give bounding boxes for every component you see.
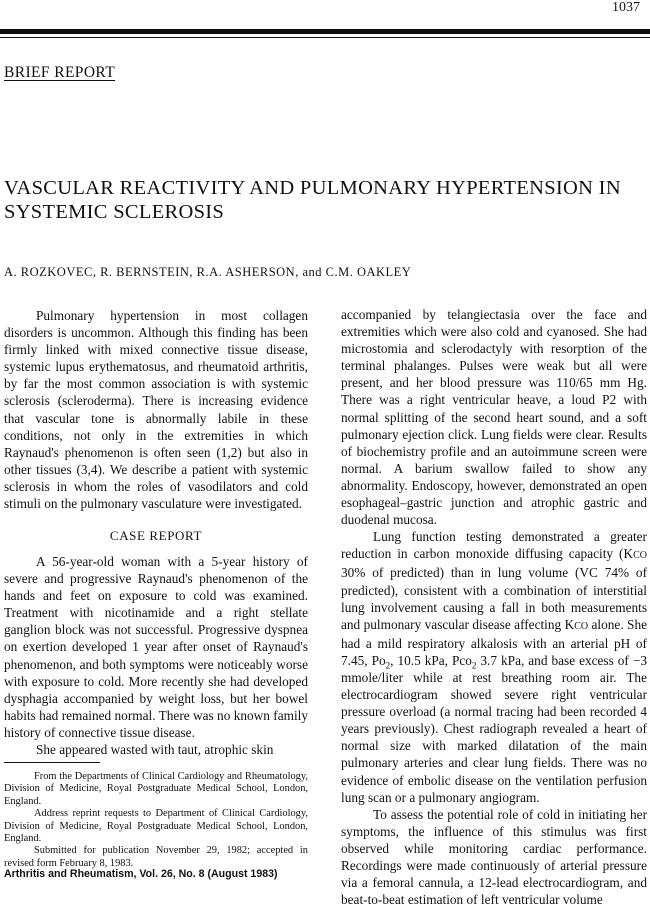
p2-text-a: Lung function testing demonstrated a greater reduction in carbon monoxide diffusing capacity (K xyxy=(341,529,647,562)
right-column xyxy=(341,306,647,908)
right-paragraph-2 xyxy=(341,528,647,806)
case-report-heading: CASE REPORT xyxy=(109,528,203,543)
header-rule-thin xyxy=(0,37,650,38)
p2-text-e: 3.7 kPa, and base excess of −3 mmole/liter while at rest breathing room air. The electrocardiogram showed severe right ventricular pressure overload (a normal tracing had been recorded 4 years previously). Chest radiograph revealed a heart of normal size with marked dilatation of the main pulmonary arteries and clear lung fields. There was no evidence of embolic disease on the ventilation perfusion lung scan or a pulmonary angiogram. xyxy=(341,652,647,805)
intro-paragraph: Pulmonary hypertension in most collagen disorders is uncommon. Although this finding has been firmly linked with mixed connective tissue disease, systemic lupus erythematosus, and rheumatoid arthritis, by far the most common association is with systemic sclerosis (scleroderma). There is increasing evidence that vascular tone is abnormally labile in these conditions, not only in the extremities in which Raynaud's phenomenon is often seen (1,2) but also in other tissues (3,4). We describe a patient with systemic sclerosis in whom the roles of vasodilators and cold stimuli on the pulmonary vasculature were investigated. xyxy=(4,308,308,512)
case-report-heading-wrap xyxy=(4,528,308,544)
footnote-reprint: Address reprint requests to Department of Clinical Cardiology, Division of Medicine, Royal Postgraduate Medical School, London, England. xyxy=(4,808,308,845)
journal-citation: Arthritis and Rheumatism, Vol. 26, No. 8 (August 1983) xyxy=(4,868,278,880)
kco-subscript-2: CO xyxy=(574,620,589,632)
footnotes xyxy=(4,771,308,870)
kco-subscript-1: CO xyxy=(633,550,647,562)
footnote-submitted: Submitted for publication November 29, 1982; accepted in revised form February 8, 1983. xyxy=(4,845,308,869)
footnote-rule xyxy=(4,762,100,763)
case-paragraph-2: She appeared wasted with taut, atrophic skin xyxy=(36,742,274,758)
header-rule-thick xyxy=(0,29,650,34)
case-report-column xyxy=(4,553,308,758)
section-label: BRIEF REPORT xyxy=(4,64,116,81)
page-number: 1037 xyxy=(612,0,640,15)
p2-text-c: alone. She had a mild respiratory alkalosis with an arterial pH of 7.45, Po xyxy=(341,616,648,668)
footnote-affiliation: From the Departments of Clinical Cardiology and Rheumatology, Division of Medicine, Royal Postgraduate Medical School, London, England. xyxy=(4,771,308,807)
p2-text-d: , 10.5 kPa, Pco xyxy=(390,652,472,668)
title-line-2: SYSTEMIC SCLEROSIS xyxy=(4,201,225,223)
right-paragraph-1: accompanied by telangiectasia over the face and extremities which were also cold and cyanosed. She had microstomia and sclerodactyly with resorption of the terminal phalanges. Pulses were weak but all were present, and her blood pressure was 110/65 mm Hg. There was a right ventricular heave, a loud P2 with normal splitting of the second heart sound, and a soft pulmonary ejection click. Lung fields were clear. Results of biochemistry profile and an autoimmune screen were normal. A barium swallow failed to show any abnormality. Endoscopy, however, demonstrated an open esophageal–gastric junction and atrophic gastric and duodenal mucosa. xyxy=(341,307,647,528)
p2-text-b: 30% of predicted) than in lung volume (VC 74% of predicted), consistent with a combination of interstitial lung involvement causing a fall in both measurements and pulmonary vascular disease affecting K xyxy=(341,565,647,632)
article-title xyxy=(4,176,644,224)
case-paragraph-1: A 56-year-old woman with a 5-year history of severe and progressive Raynaud's phenomenon of the hands and feet on exposure to cold was examined. Treatment with nicotinamide and a right stellate ganglion block was not successful. Progressive dyspnea on exertion developed 1 year after onset of Raynaud's phenomenon, and both symptoms were noticeably worse with exposure to cold. More recently she had developed dysphagia accompanied by weight loss, but her bowel habits had remained normal. There was no known family history of connective tissue disease. xyxy=(4,554,308,740)
po2-subscript: 2 xyxy=(385,660,391,671)
title-line-1: VASCULAR REACTIVITY AND PULMONARY HYPERTENSION IN xyxy=(4,177,621,199)
intro-column xyxy=(4,307,308,512)
pco2-subscript: 2 xyxy=(471,660,477,671)
right-paragraph-3: To assess the potential role of cold in initiating her symptoms, the influence of this stimulus was first observed while monitoring cardiac performance. Recordings were made continuously of arterial pressure via a femoral cannula, a 12-lead electrocardiogram, and beat-to-beat estimation of left ventricular volume xyxy=(341,806,647,908)
author-list: A. ROZKOVEC, R. BERNSTEIN, R.A. ASHERSON, and C.M. OAKLEY xyxy=(4,265,412,279)
